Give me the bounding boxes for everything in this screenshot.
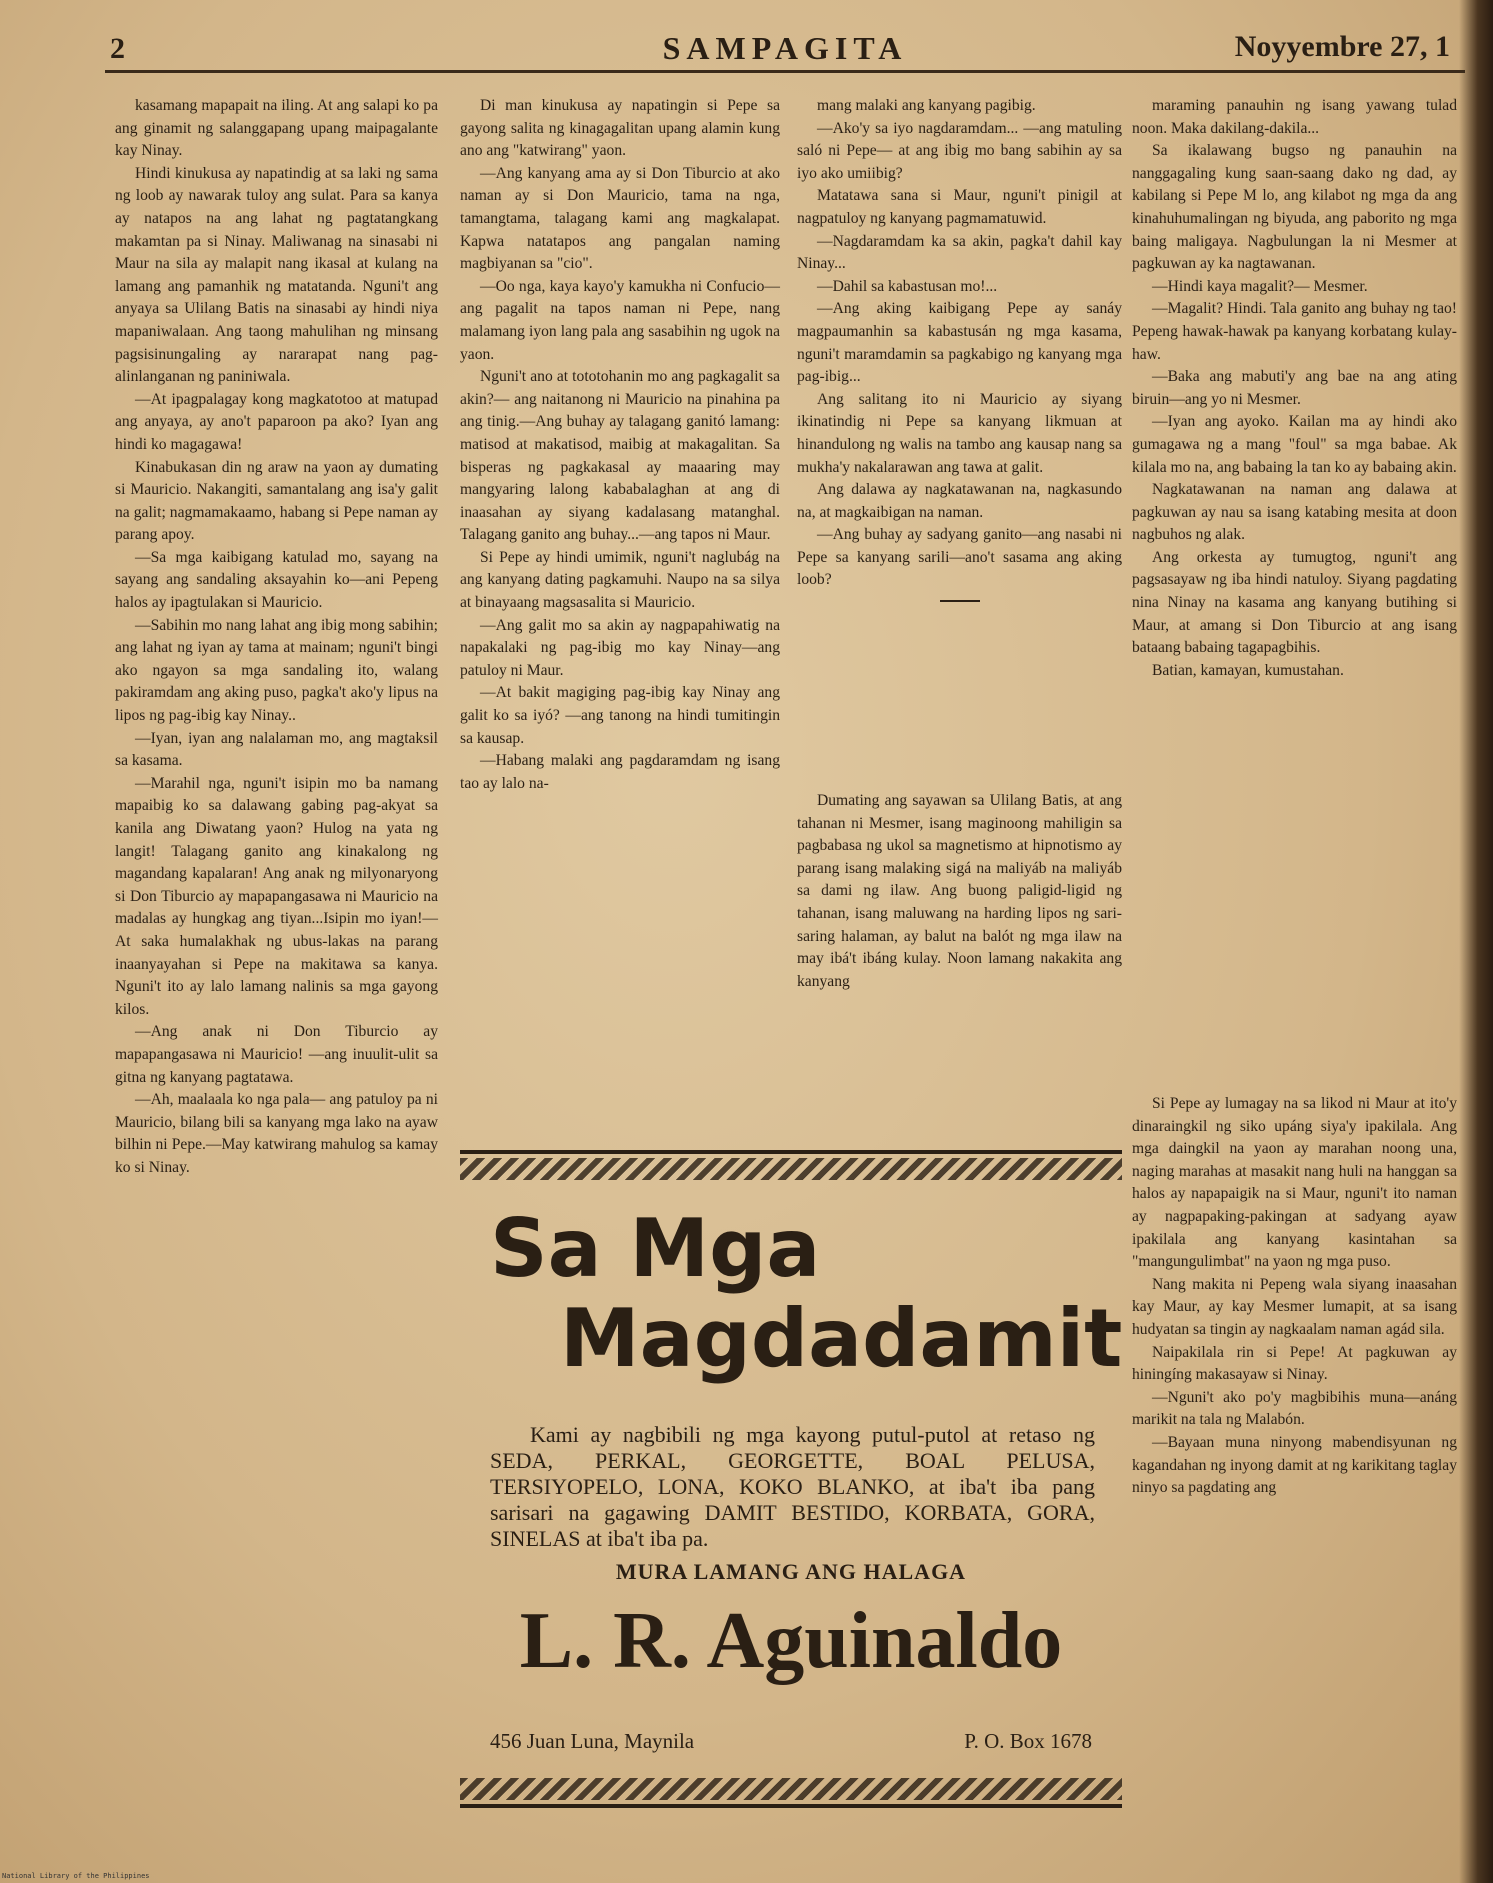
paragraph: Naipakilala rin si Pepe! At pagkuwan ay hiningíng makasayaw si Ninay. bbox=[1132, 1343, 1457, 1384]
ad-headline-2: Magdadamit bbox=[560, 1292, 1123, 1385]
ad-ornamental-border bbox=[460, 1158, 1122, 1180]
paragraph: —At ipagpalagay kong magkatotoo at matupad ang anyaya, ay ano't paparoon pa ako? Iyan ang hindi ko magagawa! bbox=[115, 390, 438, 453]
paragraph: —Magalit? Hindi. Tala ganito ang buhay ng tao! Pepeng hawak-hawak pa kanyang korbatang kulay-haw. bbox=[1132, 300, 1457, 363]
paragraph: Kinabukasan din ng araw na yaon ay dumating si Mauricio. Nakangiti, samantalang ang isa'y galit na galit; nagmamakaamo, habang si Pepe naman ay parang apoy. bbox=[115, 458, 438, 544]
paragraph: —Ang galit mo sa akin ay nagpapahiwatig na napakalaki ng pag-ibig mo kay Ninay—ang patuloy ni Maur. bbox=[460, 616, 780, 679]
paragraph: Dumating ang sayawan sa Ulilang Batis, at ang tahanan ni Mesmer, isang maginoong mahiligin sa pagbabasa ng ukol sa magnetismo at hipnotismo ay parang isang malaking sigá na maliyáb na maliyáb sa dami ng ilaw. Ang buong paligid-ligid ng tahanan, isang maluwang na harding lipos ng sari-saring halaman, ay balut na balót ng mga ilaw na may ibá't ibáng kulay. Noon lamang nakakita ang kanyang bbox=[797, 792, 1122, 990]
paragraph: Hindi kinukusa ay napatindig at sa laki ng sama ng loob ay nawarak tuloy ang sulat. Para sa kanya ay natapos na ang lahat ng pagtatangkang makamtan pa si Ninay. Maliwanag na sinasabi ni Maur na sila ay malapit nang ikasal at kulang na lamang ang pamanhik ng matatanda. Nguni't ang anyaya sa Ulilang Batis na sinasabi ay hindi niya mapaniwalaan. Ang taong mahulihan ng minsang pagsisinungaling ay nararapat nang pag-alinlanganan ng paniniwala. bbox=[115, 164, 438, 386]
ad-headline: Sa Mga bbox=[490, 1202, 821, 1295]
paragraph: Nagkatawanan na naman ang dalawa at pagkuwan ay nau sa isang katabing mesita at doon nagbuhos ng alak. bbox=[1132, 481, 1457, 544]
paragraph: —Iyan ang ayoko. Kailan ma ay hindi ako gumagawa ng a mang "foul" sa mga babae. Ak kilala mo na, ang babaing la tan ko ay babaing akin. bbox=[1132, 413, 1457, 476]
paragraph: —Ang kanyang ama ay si Don Tiburcio at ako naman ay si Don Mauricio, tama na nga, tamangtama, talagang kami ang magkalapat. Kapwa natatapos ang pangalan naming magbiyanan sa "cio". bbox=[460, 164, 780, 273]
paragraph: kasamang mapapait na iling. At ang salapi ko pa ang ginamit ng salanggapang upang maipagalante kay Ninay. bbox=[115, 97, 438, 160]
paragraph: Batian, kamayan, kumustahan. bbox=[1152, 661, 1344, 679]
paragraph: —Sa mga kaibigang katulad mo, sayang na sayang ang sandaling aksayahin ko—ani Pepeng halos ay ipagtulakan si Mauricio. bbox=[115, 548, 438, 612]
paragraph: —Habang malaki ang pagdaramdam ng isang tao ay lalo na- bbox=[460, 752, 780, 792]
page-header bbox=[100, 28, 1470, 68]
paragraph: —Nguni't ako po'y magbibihis muna—anáng marikit na tala ng Malabón. bbox=[1132, 1388, 1457, 1429]
article-column-4-continued bbox=[1132, 1093, 1457, 1500]
article-column-2 bbox=[460, 95, 780, 795]
paragraph: —Iyan, iyan ang nalalaman mo, ang magtaksil sa kasama. bbox=[115, 729, 438, 770]
paragraph: —Dahil sa kabastusan mo!... bbox=[817, 277, 998, 295]
ad-address: 456 Juan Luna, Maynila bbox=[490, 1729, 695, 1753]
masthead: SAMPAGITA bbox=[662, 30, 908, 66]
paragraph: Matatawa sana si Maur, nguni't pinigil at nagpatuloy ng kanyang pagmamatuwid. bbox=[797, 187, 1122, 227]
paragraph: mang malaki ang kanyang pagibig. bbox=[817, 97, 1036, 114]
article-column-1 bbox=[115, 95, 438, 1180]
paragraph: Si Pepe ay hindi umimik, nguni't naglubág na ang kanyang dating pagkamuhi. Naupo na sa silya at binayaang magsasalita si Mauricio. bbox=[460, 548, 780, 612]
paragraph: —Ah, maalaala ko nga pala— ang patuloy pa ni Mauricio, bilang bili sa kanyang mga lako na ayaw bilhin ni Pepe.—May katwirang mahulog sa kamay ko si Ninay. bbox=[115, 1091, 438, 1176]
paragraph: Sa ikalawang bugso ng panauhin na nanggagaling kung saan-saang dako ng dad, ay kabilang si Pepe M lo, ang kilabot ng mga da ang kinahuhumalingan ng biyuda, ang paborito ng mga baing maligaya. Nagbulungan la ni Mesmer at pagkuwan ay ka nagtawanan. bbox=[1132, 142, 1457, 273]
paragraph: —Bayaan muna ninyong mabendisyunan ng kagandahan ng inyong damit at ng karikitang taglay ninyo sa pagdating ang bbox=[1132, 1433, 1457, 1497]
ad-ornamental-border bbox=[460, 1778, 1122, 1800]
scan-edge bbox=[1459, 0, 1493, 1883]
paragraph: —Baka ang mabuti'y ang bae na ang ating biruin—ang yo ni Mesmer. bbox=[1132, 368, 1457, 408]
paragraph: Nang makita ni Pepeng wala siyang inaasahan kay Maur, ay kay Mesmer lumapit, at sa isang hudyatan sa tingin ay nagkaalam naman agád sila. bbox=[1132, 1275, 1457, 1338]
ad-merchant-name: L. R. Aguinaldo bbox=[519, 1597, 1063, 1685]
section-divider bbox=[940, 600, 980, 602]
paragraph: Di man kinukusa ay napatingin si Pepe sa gayong salita ng kinagagalitan upang alamin kung ano ang "katwirang" yaon. bbox=[460, 97, 780, 160]
paragraph: —Marahil nga, nguni't isipin mo ba namang mapaibig ko sa dalawang gabing pag-akyat sa kanila ang Diwatang yaon? Hulog na yata ng langit! Talagang ganito ang kinakalong ng magandang kapalaran! Ang anak ng milyonaryong si Don Tiburcio ay mapapangasawa ni Mauricio na madalas ay hungkag ang tiyan...Isipin mo iyan!—At saka humalakhak ng ubus-lakas na parang inaanyayahan si Pepe na makitawa sa kanya. Nguni't ito ay lalo lamang nalinis sa mga gayong kilos. bbox=[115, 774, 438, 1018]
paragraph: Ang orkesta ay tumugtog, nguni't ang pagsasayaw ng iba hindi natuloy. Siyang pagdating nina Ninay na kasama ang kanyang butihing si Maur, at amang si Don Tiburcio at ang isang bataang babaing tagapagbihis. bbox=[1132, 548, 1457, 657]
ad-po-box: P. O. Box 1678 bbox=[964, 1729, 1092, 1753]
issue-date: Noyyembre 27, 1 bbox=[1234, 30, 1450, 63]
paragraph: —Sabihin mo nang lahat ang ibig mong sabihin; ang lahat ng iyan ay tama at mainam; nguni't bingi ako ngayon sa mga sandaling ito, walang pakiramdam ang aking puso, pagka't ako'y lipus na lipos ng pag-ibig kay Ninay.. bbox=[115, 616, 438, 725]
paragraph: Si Pepe ay lumagay na sa likod ni Maur at ito'y dinaraingkil ng siko upáng siya'y ipakilala. Ang mga daingkil na yaon ay marahan noong una, naging marahas at masakit nang huli na hanggan sa halos ay napapaigik na si Maur, nguni't ito naman ay nagpapaking-pakingan at sadyang ayaw ipakilala ang kanyang kasintahan sa "mangungulimbat" na yaon ng mga puso. bbox=[1132, 1095, 1457, 1271]
paragraph: —Ako'y sa iyo nagdaramdam... —ang matuling saló ni Pepe— at ang ibig mo bang sabihin ay sa iyo ako umiibig? bbox=[797, 119, 1122, 182]
paragraph: —Hindi kaya magalit?— Mesmer. bbox=[1152, 277, 1368, 295]
advertisement bbox=[460, 1150, 1122, 1808]
paragraph: Nguni't ano at tototohanin mo ang pagkagalit sa akin?— ang naitanong ni Mauricio na pinahina pa ang tinig.—Ang buhay ay talagang ganitó lamang: matisod at makatisod, maibig at makagalitan. Sa bisperas ng pagkakasal ay maaaring may mangyaring lalong kababalaghan at ang di inaasahan ay siyang kadalasang matanghal. Talagang ganito ang buhay...—ang tapos ni Maur. bbox=[460, 368, 780, 544]
archive-credit: National Library of the Philippines bbox=[2, 1872, 150, 1880]
paragraph: —At bakit magiging pag-ibig kay Ninay ang galit ko sa iyó? —ang tanong na hindi tumitingin sa kausap. bbox=[460, 684, 780, 747]
header-rule bbox=[105, 70, 1465, 73]
paragraph: —Nagdaramdam ka sa akin, pagka't dahil kay Ninay... bbox=[797, 232, 1122, 273]
paragraph: —Oo nga, kaya kayo'y kamukha ni Confucio—ang pagalit na tapos naman ni Pepe, nang malamang iyon lang pala ang sasabihin ng ugok na yaon. bbox=[460, 277, 780, 363]
ad-body: Kami ay nagbibili ng mga kayong putul-putol at retaso ng SEDA, PERKAL, GEORGETTE, BOAL PELUSA, TERSIYOPELO, LONA, KOKO BLANKO, at iba't iba pang sarisari na gagawing DAMIT BESTIDO, KORBATA, GORA, SINELAS at iba't iba pa. bbox=[490, 1422, 1095, 1551]
article-column-4 bbox=[1132, 95, 1457, 682]
paragraph: —Ang aking kaibigang Pepe ay sanáy magpaumanhin sa kabastusán ng mga kasama, nguni't maramdamin sa pagkabigo ng kanyang mga pag-ibig... bbox=[797, 300, 1122, 386]
paragraph: Ang salitang ito ni Mauricio ay siyang ikinatindig ni Pepe sa kanyang likmuan at hinandulong ng walis na tambo ang kausap nang sa mukha'y nakalarawan ang tawa at galit. bbox=[797, 390, 1122, 476]
article-column-3-continued bbox=[797, 790, 1122, 993]
article-column-3 bbox=[797, 95, 1122, 620]
paragraph: maraming panauhin ng isang yawang tulad noon. Maka dakilang-dakila... bbox=[1132, 97, 1457, 137]
paragraph: Ang dalawa ay nagkatawanan na, nagkasundo na, at magkaibigan na naman. bbox=[797, 481, 1122, 521]
paragraph: —Ang anak ni Don Tiburcio ay mapapangasawa ni Mauricio! —ang inuulit-ulit sa gitna ng kanyang pagtatawa. bbox=[115, 1023, 438, 1086]
paragraph: —Ang buhay ay sadyang ganito—ang nasabi ni Pepe sa kanyang sarili—ano't sasama ang aking loob? bbox=[797, 526, 1122, 589]
page-number: 2 bbox=[110, 32, 125, 65]
ad-price-line: MURA LAMANG ANG HALAGA bbox=[615, 1559, 967, 1584]
